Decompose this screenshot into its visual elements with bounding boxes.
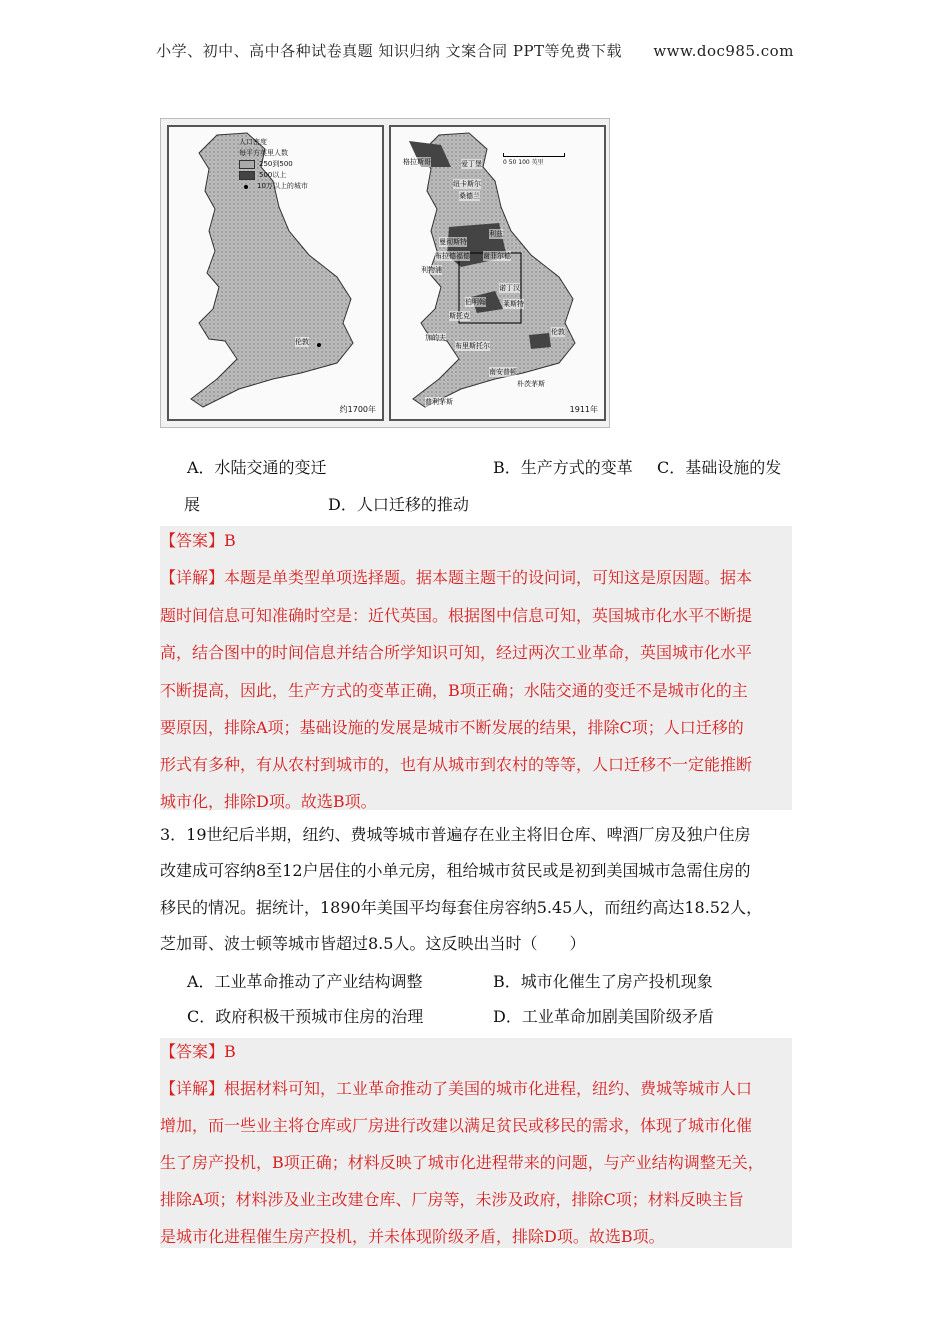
legend-swatch-light xyxy=(239,160,255,169)
city-label: 诺丁汉 xyxy=(499,284,520,292)
city-label: 加的夫 xyxy=(425,334,446,342)
city-label: 普利茅斯 xyxy=(425,398,453,406)
q2-option-c-cont: 展 xyxy=(184,495,201,514)
q2-explain-line: 高，结合图中的时间信息并结合所学知识可知，经过两次工业革命，英国城市化水平 xyxy=(160,643,753,662)
city-label-london: 伦敦 xyxy=(295,338,309,346)
city-label: 伦敦 xyxy=(551,328,565,336)
q2-explain-line: 不断提高，因此，生产方式的变革正确，B项正确；水陆交通的变迁不是城市化的主 xyxy=(160,681,748,700)
map-year-1700: 约1700年 xyxy=(339,405,376,414)
q3-explain-line: 【详解】根据材料可知，工业革命推动了美国的城市化进程，纽约、费城等城市人口 xyxy=(160,1079,753,1098)
city-label: 纽卡斯尔 xyxy=(453,180,481,188)
q3-explain-line: 排除A项；材料涉及业主改建仓库、厂房等，未涉及政府，排除C项；材料反映主旨 xyxy=(160,1190,744,1209)
city-label: 格拉斯哥 xyxy=(403,158,431,166)
city-label: 曼彻斯特 xyxy=(439,238,467,246)
city-label: 南安普顿 xyxy=(489,368,517,376)
q3-stem-line: 改建成可容纳8至12户居住的小单元房，租给城市贫民或是初到美国城市急需住房的 xyxy=(160,861,751,880)
q2-option-d: D．人口迁移的推动 xyxy=(328,495,469,514)
city-dot-icon xyxy=(244,185,248,189)
legend-item-3: 10万以上的城市 xyxy=(257,182,308,190)
q3-stem-line: 芝加哥、波士顿等城市皆超过8.5人。这反映出当时（ ） xyxy=(160,934,586,953)
city-label: 利兹 xyxy=(489,230,503,238)
legend-swatch-dark xyxy=(239,171,255,180)
map-1700 xyxy=(167,125,384,421)
q2-explain-line: 要原因，排除A项；基础设施的发展是城市不断发展的结果，排除C项；人口迁移的 xyxy=(160,718,744,737)
q2-answer-block xyxy=(160,526,792,810)
q2-answer: 【答案】B xyxy=(160,531,236,550)
scale-label: 0 50 100 英里 xyxy=(503,159,544,166)
city-label: 伯明翰 xyxy=(465,298,486,306)
q3-explain-line: 增加，而一些业主将仓库或厂房进行改建以满足贫民或移民的需求，体现了城市化催 xyxy=(160,1116,753,1135)
city-label: 朴茨茅斯 xyxy=(517,380,545,388)
city-label: 爱丁堡 xyxy=(461,160,482,168)
page-header xyxy=(0,40,950,61)
q3-explain-line: 生了房产投机，B项正确；材料反映了城市化进程带来的问题，与产业结构调整无关， xyxy=(160,1153,764,1172)
legend-item-2: 500以上 xyxy=(259,171,287,179)
map-1911 xyxy=(389,125,606,421)
map-legend xyxy=(239,137,308,192)
city-label: 斯托克 xyxy=(449,312,470,320)
q3-option-a: A．工业革命推动了产业结构调整 xyxy=(187,972,423,991)
q2-option-b: B．生产方式的变革 xyxy=(493,458,633,477)
header-text: 小学、初中、高中各种试卷真题 知识归纳 文案合同 PPT等免费下载 xyxy=(156,42,623,60)
q2-explain-line: 形式有多种，有从农村到城市的，也有从城市到农村的等等，人口迁移不一定能推断 xyxy=(160,755,753,774)
q3-option-c: C．政府积极干预城市住房的治理 xyxy=(187,1007,424,1026)
city-label: 布里斯托尔 xyxy=(455,342,490,350)
q3-stem-line: 移民的情况。据统计，1890年美国平均每套住房容纳5.45人，而纽约高达18.52人， xyxy=(160,898,763,917)
legend-title-1: 人口密度 xyxy=(239,138,267,146)
map-scale xyxy=(503,153,565,166)
legend-item-1: 250到500 xyxy=(259,160,293,168)
q2-option-a: A．水陆交通的变迁 xyxy=(187,458,327,477)
city-label: 谢菲尔德 xyxy=(483,252,511,260)
scale-bar xyxy=(503,153,565,157)
q2-option-c: C．基础设施的发 xyxy=(657,458,782,477)
q3-explain-line: 是城市化进程催生房产投机，并未体现阶级矛盾，排除D项。故选B项。 xyxy=(160,1227,665,1246)
city-label: 布拉德福德 xyxy=(435,252,470,260)
q2-explain-line: 【详解】本题是单类型单项选择题。据本题主题干的设问词，可知这是原因题。据本 xyxy=(160,568,753,587)
city-label: 莱斯特 xyxy=(503,300,524,308)
q3-answer-block xyxy=(160,1038,792,1248)
legend-title-2: 每平方英里人数 xyxy=(239,149,288,157)
map-figure xyxy=(160,118,610,428)
header-site: www.doc985.com xyxy=(653,42,794,60)
q3-answer: 【答案】B xyxy=(160,1042,236,1061)
q2-explain-line: 题时间信息可知准确时空是：近代英国。根据图中信息可知，英国城市化水平不断提 xyxy=(160,606,753,625)
q3-stem-line: 3．19世纪后半期，纽约、费城等城市普遍存在业主将旧仓库、啤酒厂房及独户住房 xyxy=(160,825,751,844)
q2-explain-line: 城市化，排除D项。故选B项。 xyxy=(160,792,377,811)
q3-option-b: B．城市化催生了房产投机现象 xyxy=(493,972,713,991)
q3-option-d: D．工业革命加剧美国阶级矛盾 xyxy=(493,1007,714,1026)
city-label: 桑德兰 xyxy=(459,192,480,200)
map-year-1911: 1911年 xyxy=(569,405,598,414)
city-label: 利物浦 xyxy=(421,266,442,274)
